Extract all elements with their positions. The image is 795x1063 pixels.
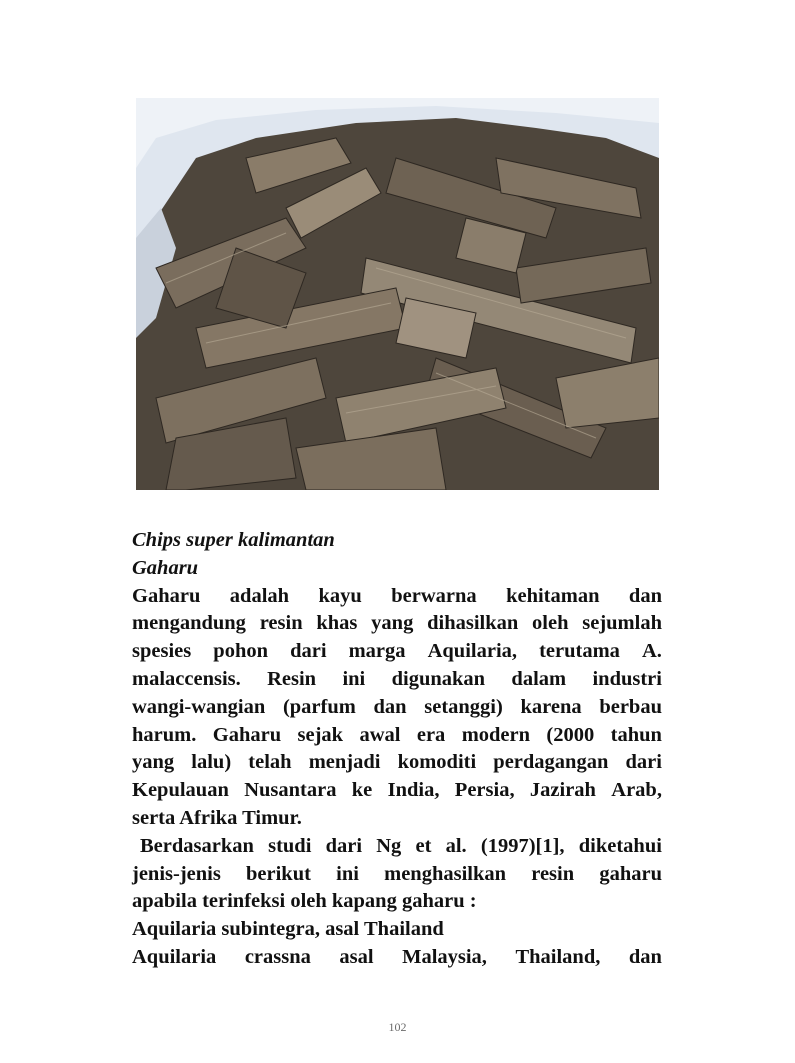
agarwood-chips-photo (136, 98, 659, 490)
page-number: 102 (388, 1020, 407, 1034)
text-line: malaccensis. Resin ini digunakan dalam industri (132, 667, 662, 690)
text-line: spesies pohon dari marga Aquilaria, terutama A. (132, 640, 662, 663)
text-line: Gaharu adalah kayu berwarna kehitaman dan (132, 584, 662, 607)
text-line: jenis-jenis berikut ini menghasilkan resin gaharu (132, 862, 662, 885)
text-line: apabila terinfeksi oleh kapang gaharu : (132, 890, 477, 913)
paragraph-1 (132, 583, 662, 833)
text-block (132, 527, 662, 972)
paragraph-2 (132, 833, 662, 916)
text-line: Aquilaria crassna asal Malaysia, Thailand, dan (132, 945, 662, 968)
figure-caption: Chips super kalimantan (132, 529, 335, 551)
text-line: yang lalu) telah menjadi komoditi perdagangan dari (132, 751, 662, 774)
text-line: Kepulauan Nusantara ke India, Persia, Jazirah Arab, (132, 779, 662, 802)
text-line: Berdasarkan studi dari Ng et al. (1997)[1], diketahui (140, 834, 662, 857)
text-line: Aquilaria subintegra, asal Thailand (132, 918, 444, 941)
text-line: wangi-wangian (parfum dan setanggi) karena berbau (132, 695, 662, 718)
text-line: mengandung resin khas yang dihasilkan oleh sejumlah (132, 612, 662, 635)
text-line: harum. Gaharu sejak awal era modern (2000 tahun (132, 723, 662, 746)
species-list (132, 916, 662, 972)
text-line: serta Afrika Timur. (132, 806, 302, 829)
section-heading: Gaharu (132, 556, 199, 579)
